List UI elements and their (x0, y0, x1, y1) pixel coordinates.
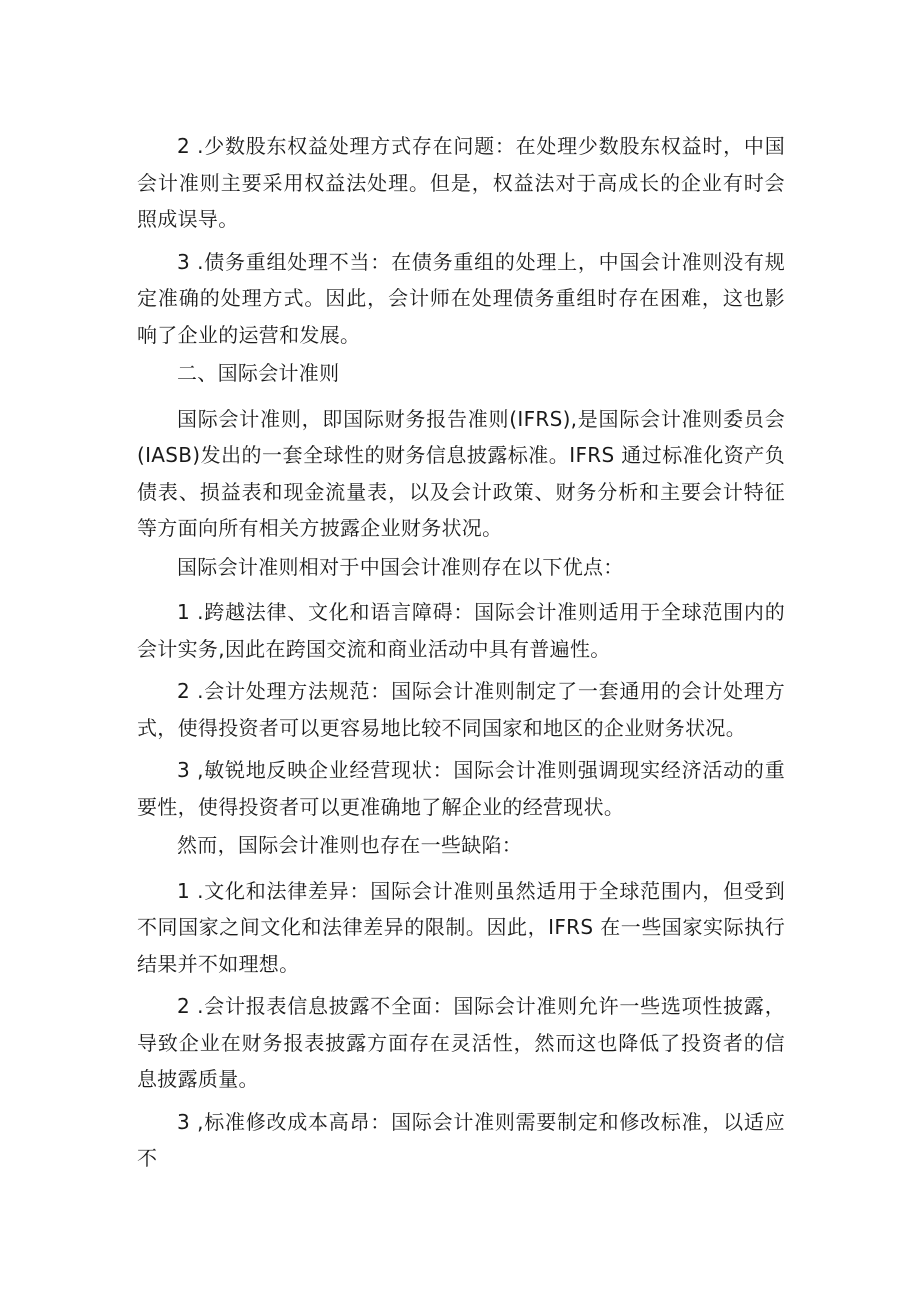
paragraph-defect-3: 3 ,标准修改成本高昂：国际会计准则需要制定和修改标准，以适应不 (137, 1109, 785, 1170)
section-heading-ifrs: 二、国际会计准则 (177, 361, 340, 385)
paragraph-advantage-2: 2 .会计处理方法规范：国际会计准则制定了一套通用的会计处理方式，使得投资者可以更容易地比较不同国家和地区的企业财务状况。 (137, 679, 785, 740)
document-body (137, 128, 785, 1177)
paragraph-defect-1: 1 .文化和法律差异：国际会计准则虽然适用于全球范围内，但受到不同国家之间文化和法律差异的限制。因此，IFRS 在一些国家实际执行结果并不如理想。 (137, 878, 785, 976)
paragraph-advantage-3: 3 ,敏锐地反映企业经营现状：国际会计准则强调现实经济活动的重要性，使得投资者可以更准确地了解企业的经营现状。 (137, 758, 785, 819)
paragraph-ifrs-definition: 国际会计准则，即国际财务报告准则(IFRS),是国际会计准则委员会(IASB)发出的一套全球性的财务信息披露标准。IFRS 通过标准化资产负债表、损益表和现金流量表，以及会计政策、财务分析和主要会计特征等方面向所有相关方披露企业财务状况。 (137, 406, 785, 540)
paragraph-minority-interest: 2 .少数股东权益处理方式存在问题：在处理少数股东权益时，中国会计准则主要采用权益法处理。但是，权益法对于高成长的企业有时会照成误导。 (137, 134, 785, 231)
paragraph-defects-intro: 然而，国际会计准则也存在一些缺陷： (177, 833, 523, 857)
paragraph-debt-restructuring: 3 .债务重组处理不当：在债务重组的处理上，中国会计准则没有规定准确的处理方式。因此，会计师在处理债务重组时存在困难，这也影响了企业的运营和发展。 (137, 249, 785, 347)
paragraph-advantages-intro: 国际会计准则相对于中国会计准则存在以下优点： (177, 554, 624, 579)
paragraph-defect-2: 2 .会计报表信息披露不全面：国际会计准则允许一些选项性披露，导致企业在财务报表披露方面存在灵活性，然而这也降低了投资者的信息披露质量。 (137, 994, 785, 1091)
paragraph-advantage-1: 1 .跨越法律、文化和语言障碍：国际会计准则适用于全球范围内的会计实务,因此在跨国交流和商业活动中具有普遍性。 (137, 600, 785, 661)
